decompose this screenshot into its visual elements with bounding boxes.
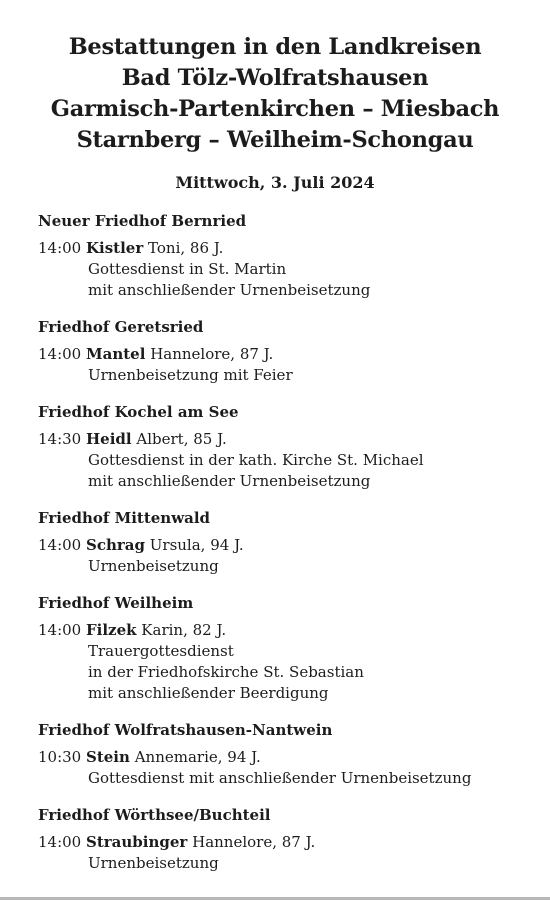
cemetery-section [38,402,540,492]
cemetery-name: Friedhof Geretsried [38,318,204,336]
entry-first-line [38,429,540,450]
page-title [0,32,550,156]
title-line: Starnberg – Weilheim-Schongau [76,127,474,153]
funeral-entry [38,535,540,577]
deceased-firstname-age: Hannelore, 87 J. [192,833,316,851]
ceremony-detail: in der Friedhofskirche St. Sebastian [88,663,364,681]
cemetery-section [38,720,540,789]
deceased [86,620,226,641]
ceremony-detail: Urnenbeisetzung [88,557,219,575]
ceremony-detail: Gottesdienst mit anschließender Urnenbeisetzung [88,769,472,787]
funeral-date: Mittwoch, 3. Juli 2024 [175,173,375,192]
funeral-entry [38,747,540,789]
deceased [86,535,244,556]
deceased-firstname-age: Ursula, 94 J. [149,536,244,554]
deceased-firstname-age: Annemarie, 94 J. [134,748,261,766]
funeral-time: 10:30 [38,748,82,766]
deceased-firstname-age: Toni, 86 J. [148,239,224,257]
funeral-time: 14:00 [38,345,82,363]
entry-first-line [38,747,540,768]
cemetery-section [38,211,540,301]
funeral-time: 14:00 [38,833,82,851]
deceased-surname: Kistler [86,239,144,257]
cemetery-section [38,593,540,704]
cemetery-name: Friedhof Wörthsee/Buchteil [38,806,271,824]
cemetery-name: Neuer Friedhof Bernried [38,212,247,230]
funeral-time: 14:00 [38,536,82,554]
deceased-surname: Straubinger [86,833,188,851]
ceremony-detail: mit anschließender Beerdigung [88,684,329,702]
deceased-firstname-age: Karin, 82 J. [141,621,227,639]
deceased-surname: Heidl [86,430,132,448]
ceremony-detail: Gottesdienst in St. Martin [88,260,287,278]
entry-first-line [38,238,540,259]
deceased [86,238,223,259]
deceased-firstname-age: Hannelore, 87 J. [150,345,274,363]
cemetery-name: Friedhof Mittenwald [38,509,211,527]
deceased [86,832,315,853]
funeral-time: 14:30 [38,430,82,448]
entry-first-line [38,832,540,853]
cemetery-section [38,805,540,874]
funeral-time: 14:00 [38,239,82,257]
ceremony-detail: Urnenbeisetzung mit Feier [88,366,293,384]
funeral-time: 14:00 [38,621,82,639]
funeral-entry [38,620,540,704]
entry-first-line [38,344,540,365]
ceremony-detail: Urnenbeisetzung [88,854,219,872]
cemetery-name: Friedhof Weilheim [38,594,194,612]
cemetery-section [38,508,540,577]
cemetery-name: Friedhof Wolfratshausen-Nantwein [38,721,333,739]
funeral-entry [38,832,540,874]
deceased-surname: Filzek [86,621,137,639]
entry-first-line [38,620,540,641]
deceased [86,747,261,768]
entry-first-line [38,535,540,556]
ceremony-detail: Trauergottesdienst [88,642,234,660]
ceremony-detail: mit anschließender Urnenbeisetzung [88,472,371,490]
cemetery-name: Friedhof Kochel am See [38,403,239,421]
title-line: Bestattungen in den Landkreisen [68,34,482,60]
cemetery-list [38,211,540,890]
funeral-entry [38,429,540,492]
deceased-surname: Stein [86,748,130,766]
funeral-entry [38,238,540,301]
cemetery-section [38,317,540,386]
deceased [86,429,227,450]
deceased-surname: Schrag [86,536,145,554]
funeral-entry [38,344,540,386]
deceased-surname: Mantel [86,345,146,363]
title-line: Bad Tölz-Wolfratshausen [121,65,429,91]
deceased [86,344,273,365]
deceased-firstname-age: Albert, 85 J. [136,430,227,448]
title-line: Garmisch-Partenkirchen – Miesbach [50,96,500,122]
ceremony-detail: Gottesdienst in der kath. Kirche St. Michael [88,451,424,469]
ceremony-detail: mit anschließender Urnenbeisetzung [88,281,371,299]
